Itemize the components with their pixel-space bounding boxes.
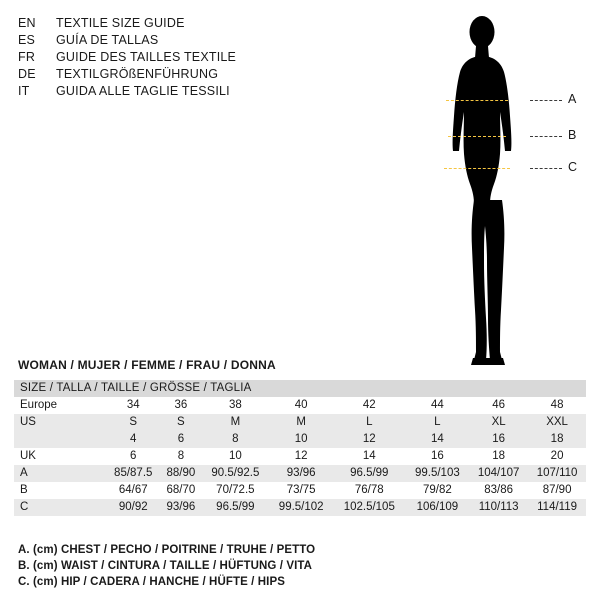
cell: 14 bbox=[333, 448, 406, 465]
language-row bbox=[18, 49, 348, 66]
cell: 64/67 bbox=[106, 482, 160, 499]
table-header-cell: SIZE / TALLA / TAILLE / GRÖSSE / TAGLIA bbox=[14, 380, 586, 397]
cell: 48 bbox=[528, 397, 586, 414]
cell: 99.5/102 bbox=[269, 499, 333, 516]
size-table bbox=[14, 380, 586, 516]
cell: L bbox=[333, 414, 406, 431]
cell: 68/70 bbox=[160, 482, 201, 499]
cell: 4 bbox=[106, 431, 160, 448]
language-row bbox=[18, 83, 348, 100]
marker-label-a: A bbox=[568, 92, 577, 106]
waist-leader-line bbox=[530, 136, 562, 137]
cell: 16 bbox=[469, 431, 528, 448]
cell: XXL bbox=[528, 414, 586, 431]
cell: 90.5/92.5 bbox=[201, 465, 269, 482]
legend-row-a: A. (cm) CHEST / PECHO / POITRINE / TRUHE / PETTO bbox=[18, 544, 316, 556]
cell: 44 bbox=[406, 397, 470, 414]
cell: 96.5/99 bbox=[201, 499, 269, 516]
cell: 6 bbox=[160, 431, 201, 448]
table-row bbox=[14, 431, 586, 448]
row-label: UK bbox=[14, 448, 106, 465]
language-code: EN bbox=[18, 16, 36, 30]
waist-measure-line bbox=[448, 136, 506, 137]
cell: 93/96 bbox=[269, 465, 333, 482]
cell: 88/90 bbox=[160, 465, 201, 482]
row-label: C bbox=[14, 499, 106, 516]
language-code: DE bbox=[18, 67, 36, 81]
cell: 85/87.5 bbox=[106, 465, 160, 482]
cell: 12 bbox=[269, 448, 333, 465]
cell: 83/86 bbox=[469, 482, 528, 499]
cell: XL bbox=[469, 414, 528, 431]
row-label: Europe bbox=[14, 397, 106, 414]
cell: 110/113 bbox=[469, 499, 528, 516]
language-code: ES bbox=[18, 33, 36, 47]
row-label bbox=[14, 431, 106, 448]
marker-label-b: B bbox=[568, 128, 577, 142]
cell: 20 bbox=[528, 448, 586, 465]
cell: 6 bbox=[106, 448, 160, 465]
table-row bbox=[14, 414, 586, 431]
cell: 79/82 bbox=[406, 482, 470, 499]
cell: 102.5/105 bbox=[333, 499, 406, 516]
chest-measure-line bbox=[446, 100, 508, 101]
cell: 96.5/99 bbox=[333, 465, 406, 482]
cell: 16 bbox=[406, 448, 470, 465]
cell: 40 bbox=[269, 397, 333, 414]
legend-row-c: C. (cm) HIP / CADERA / HANCHE / HÜFTE / HIPS bbox=[18, 576, 286, 588]
cell: 8 bbox=[201, 431, 269, 448]
cell: 106/109 bbox=[406, 499, 470, 516]
cell: 34 bbox=[106, 397, 160, 414]
cell: 10 bbox=[269, 431, 333, 448]
cell: 73/75 bbox=[269, 482, 333, 499]
table-header-row bbox=[14, 380, 586, 397]
row-label: A bbox=[14, 465, 106, 482]
row-label: US bbox=[14, 414, 106, 431]
language-code: IT bbox=[18, 84, 30, 98]
hip-leader-line bbox=[530, 168, 562, 169]
measurement-legend bbox=[18, 542, 578, 590]
marker-label-c: C bbox=[568, 160, 578, 174]
female-silhouette-figure bbox=[430, 8, 590, 373]
row-label: B bbox=[14, 482, 106, 499]
cell: 76/78 bbox=[333, 482, 406, 499]
cell: 99.5/103 bbox=[406, 465, 470, 482]
cell: 46 bbox=[469, 397, 528, 414]
cell: S bbox=[160, 414, 201, 431]
cell: 104/107 bbox=[469, 465, 528, 482]
table-row bbox=[14, 465, 586, 482]
chest-leader-line bbox=[530, 100, 562, 101]
cell: 70/72.5 bbox=[201, 482, 269, 499]
cell: 93/96 bbox=[160, 499, 201, 516]
table-row bbox=[14, 448, 586, 465]
cell: 42 bbox=[333, 397, 406, 414]
table-row bbox=[14, 397, 586, 414]
cell: S bbox=[106, 414, 160, 431]
cell: 18 bbox=[528, 431, 586, 448]
legend-row-b: B. (cm) WAIST / CINTURA / TAILLE / HÜFTUNG / VITA bbox=[18, 560, 313, 572]
table-caption: WOMAN / MUJER / FEMME / FRAU / DONNA bbox=[18, 358, 276, 372]
cell: 90/92 bbox=[106, 499, 160, 516]
cell: 38 bbox=[201, 397, 269, 414]
cell: L bbox=[406, 414, 470, 431]
cell: 18 bbox=[469, 448, 528, 465]
language-title: GUÍA DE TALLAS bbox=[56, 33, 159, 47]
table-row bbox=[14, 482, 586, 499]
cell: 12 bbox=[333, 431, 406, 448]
cell: M bbox=[269, 414, 333, 431]
cell: 10 bbox=[201, 448, 269, 465]
language-header-block bbox=[18, 15, 348, 100]
language-title: GUIDE DES TAILLES TEXTILE bbox=[56, 50, 237, 64]
cell: 36 bbox=[160, 397, 201, 414]
language-row bbox=[18, 66, 348, 83]
language-row bbox=[18, 15, 348, 32]
woman-silhouette-icon bbox=[430, 8, 590, 373]
table-row bbox=[14, 499, 586, 516]
cell: 8 bbox=[160, 448, 201, 465]
language-title: TEXTILE SIZE GUIDE bbox=[56, 16, 185, 30]
language-title: GUIDA ALLE TAGLIE TESSILI bbox=[56, 84, 230, 98]
language-title: TEXTILGRÖßENFÜHRUNG bbox=[56, 67, 219, 81]
language-code: FR bbox=[18, 50, 36, 64]
hip-measure-line bbox=[444, 168, 510, 169]
cell: 87/90 bbox=[528, 482, 586, 499]
cell: M bbox=[201, 414, 269, 431]
cell: 107/110 bbox=[528, 465, 586, 482]
cell: 114/119 bbox=[528, 499, 586, 516]
language-row bbox=[18, 32, 348, 49]
cell: 14 bbox=[406, 431, 470, 448]
